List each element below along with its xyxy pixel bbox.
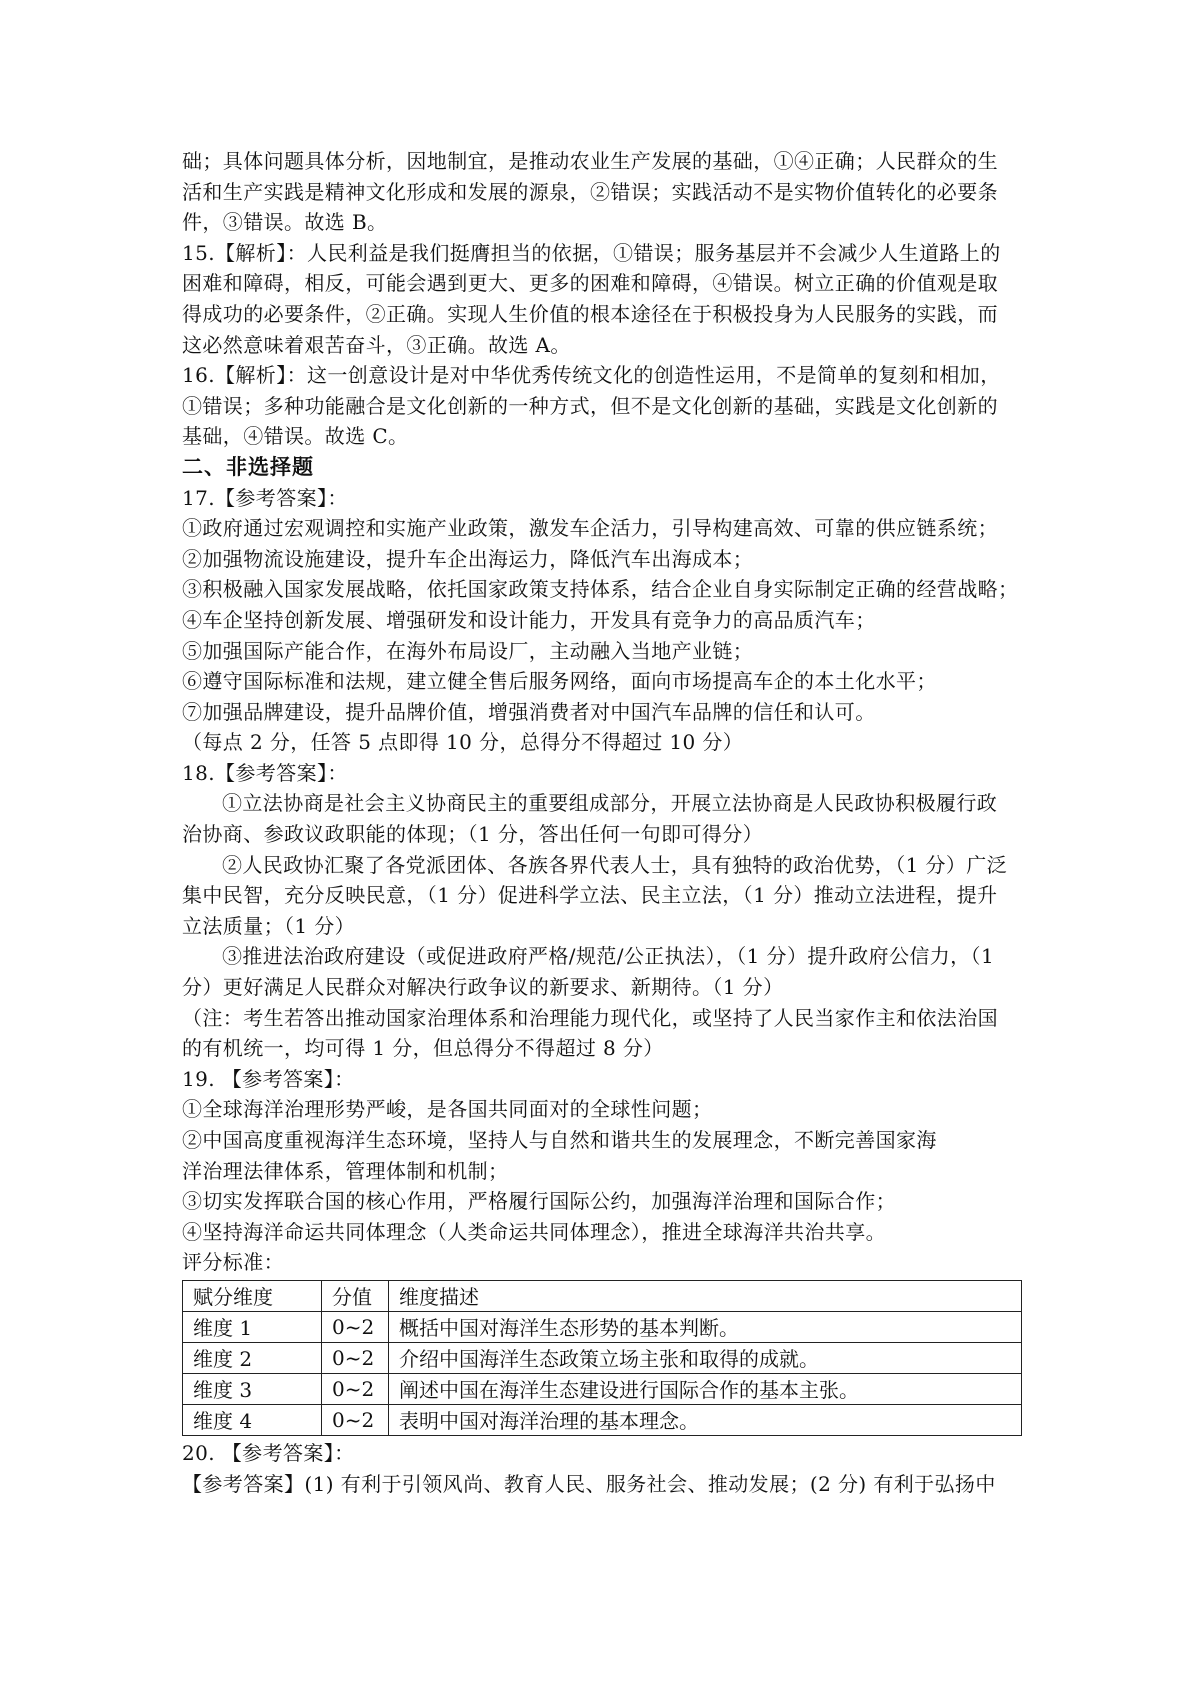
answer-item: ④坚持海洋命运共同体理念（人类命运共同体理念），推进全球海洋共治共享。 [182, 1219, 886, 1244]
text-line: 15.【解析】：人民利益是我们挺膺担当的依据，①错误；服务基层并不会减少人生道路上的 [182, 240, 1001, 265]
table-cell: 维度 3 [183, 1373, 322, 1404]
text-line: 得成功的必要条件，②正确。实现人生价值的根本途径在于积极投身为人民服务的实践，而 [182, 301, 998, 326]
answer-item: ④车企坚持创新发展、增强研发和设计能力，开发具有竞争力的高品质汽车； [182, 607, 876, 632]
answer-item: ②中国高度重视海洋生态环境，坚持人与自然和谐共生的发展理念，不断完善国家海 [182, 1128, 937, 1152]
answer-item: ⑤加强国际产能合作，在海外布局设厂，主动融入当地产业链； [182, 638, 754, 663]
table-cell: 概括中国对海洋生态形势的基本判断。 [389, 1311, 1022, 1342]
text-line: ③推进法治政府建设（或促进政府严格/规范/公正执法），（1 分）提升政府公信力，（1 [222, 944, 995, 969]
scoring-note: 的有机统一，均可得 1 分，但总得分不得超过 8 分） [182, 1036, 664, 1061]
question-title: 20. 【参考答案】： [182, 1440, 355, 1465]
text-line: 分）更好满足人民群众对解决行政争议的新要求、新期待。（1 分） [182, 975, 784, 1000]
question-title: 18.【参考答案】： [182, 760, 348, 785]
table-cell: 表明中国对海洋治理的基本理念。 [389, 1404, 1022, 1435]
table-cell: 0~2 [322, 1404, 389, 1435]
table-row [183, 1342, 1022, 1373]
answer-item: 洋治理法律体系，管理体制和机制； [182, 1158, 509, 1183]
text-line: 件，③错误。故选 B。 [182, 210, 388, 235]
table-header-cell: 分值 [322, 1280, 389, 1311]
scoring-label: 评分标准： [182, 1250, 284, 1275]
table-cell: 0~2 [322, 1311, 389, 1342]
q14-continuation [182, 146, 1025, 238]
q18-answer [182, 758, 1025, 1064]
answer-item: ③积极融入国家发展战略，依托国家政策支持体系，结合企业自身实际制定正确的经营战略； [182, 577, 1019, 602]
answer-item: ①全球海洋治理形势严峻，是各国共同面对的全球性问题； [182, 1097, 713, 1122]
q16-analysis [182, 360, 1025, 452]
table-header-cell: 赋分维度 [183, 1280, 322, 1311]
table-row [183, 1373, 1022, 1404]
q20-answer [182, 1438, 1025, 1499]
question-title: 17.【参考答案】： [182, 485, 348, 510]
scoring-table [182, 1280, 1022, 1436]
answer-item: ⑥遵守国际标准和法规，建立健全售后服务网络，面向市场提高车企的本土化水平； [182, 669, 937, 694]
text-line: ①立法协商是社会主义协商民主的重要组成部分，开展立法协商是人民政协积极履行政 [222, 791, 998, 816]
question-title: 19. 【参考答案】： [182, 1066, 355, 1091]
table-cell: 介绍中国海洋生态政策立场主张和取得的成就。 [389, 1342, 1022, 1373]
text-line: 困难和障碍，相反，可能会遇到更大、更多的困难和障碍，④错误。树立正确的价值观是取 [182, 271, 998, 296]
answer-item: ②加强物流设施建设，提升车企出海运力，降低汽车出海成本； [182, 546, 754, 571]
text-line: 这必然意味着艰苦奋斗，③正确。故选 A。 [182, 332, 571, 357]
table-cell: 0~2 [322, 1373, 389, 1404]
table-cell: 维度 2 [183, 1342, 322, 1373]
table-header-cell: 维度描述 [389, 1280, 1022, 1311]
q19-answer [182, 1064, 1025, 1436]
table-cell: 维度 1 [183, 1311, 322, 1342]
answer-item: ③切实发挥联合国的核心作用，严格履行国际公约，加强海洋治理和国际合作； [182, 1189, 896, 1214]
text-line: 础；具体问题具体分析，因地制宜，是推动农业生产发展的基础，①④正确；人民群众的生 [182, 149, 998, 173]
text-line: 集中民智，充分反映民意，（1 分）促进科学立法、民主立法，（1 分）推动立法进程，提升 [182, 883, 998, 908]
text-line: ②人民政协汇聚了各党派团体、各族各界代表人士，具有独特的政治优势，（1 分）广泛 [222, 852, 1008, 877]
table-cell: 阐述中国在海洋生态建设进行国际合作的基本主张。 [389, 1373, 1022, 1404]
scoring-note: （每点 2 分，任答 5 点即得 10 分，总得分不得超过 10 分） [182, 730, 744, 755]
scoring-note: （注：考生若答出推动国家治理体系和治理能力现代化，或坚持了人民当家作主和依法治国 [182, 1005, 998, 1030]
table-header-row [183, 1280, 1022, 1311]
answer-item: ①政府通过宏观调控和实施产业政策，激发车企活力，引导构建高效、可靠的供应链系统； [182, 516, 998, 541]
table-cell: 0~2 [322, 1342, 389, 1373]
text-line: ①错误；多种功能融合是文化创新的一种方式，但不是文化创新的基础，实践是文化创新的 [182, 393, 998, 418]
text-line: 16.【解析】：这一创意设计是对中华优秀传统文化的创造性运用，不是简单的复刻和相加， [182, 363, 1001, 388]
text-line: 基础，④错误。故选 C。 [182, 424, 409, 449]
table-row [183, 1404, 1022, 1435]
text-line: 立法质量；（1 分） [182, 913, 356, 938]
table-cell: 维度 4 [183, 1404, 322, 1435]
q15-analysis [182, 238, 1025, 360]
text-line: 活和生产实践是精神文化形成和发展的源泉，②错误；实践活动不是实物价值转化的必要条 [182, 179, 998, 204]
answer-item: ⑦加强品牌建设，提升品牌价值，增强消费者对中国汽车品牌的信任和认可。 [182, 699, 876, 724]
text-line: 治协商、参政议政职能的体现；（1 分，答出任何一句即可得分） [182, 822, 764, 847]
table-row [183, 1311, 1022, 1342]
section-heading: 二、非选择题 [182, 454, 314, 479]
text-line: 【参考答案】(1) 有利于引领风尚、教育人民、服务社会、推动发展；(2 分) 有利于弘扬中 [182, 1471, 996, 1496]
q17-answer [182, 483, 1025, 758]
